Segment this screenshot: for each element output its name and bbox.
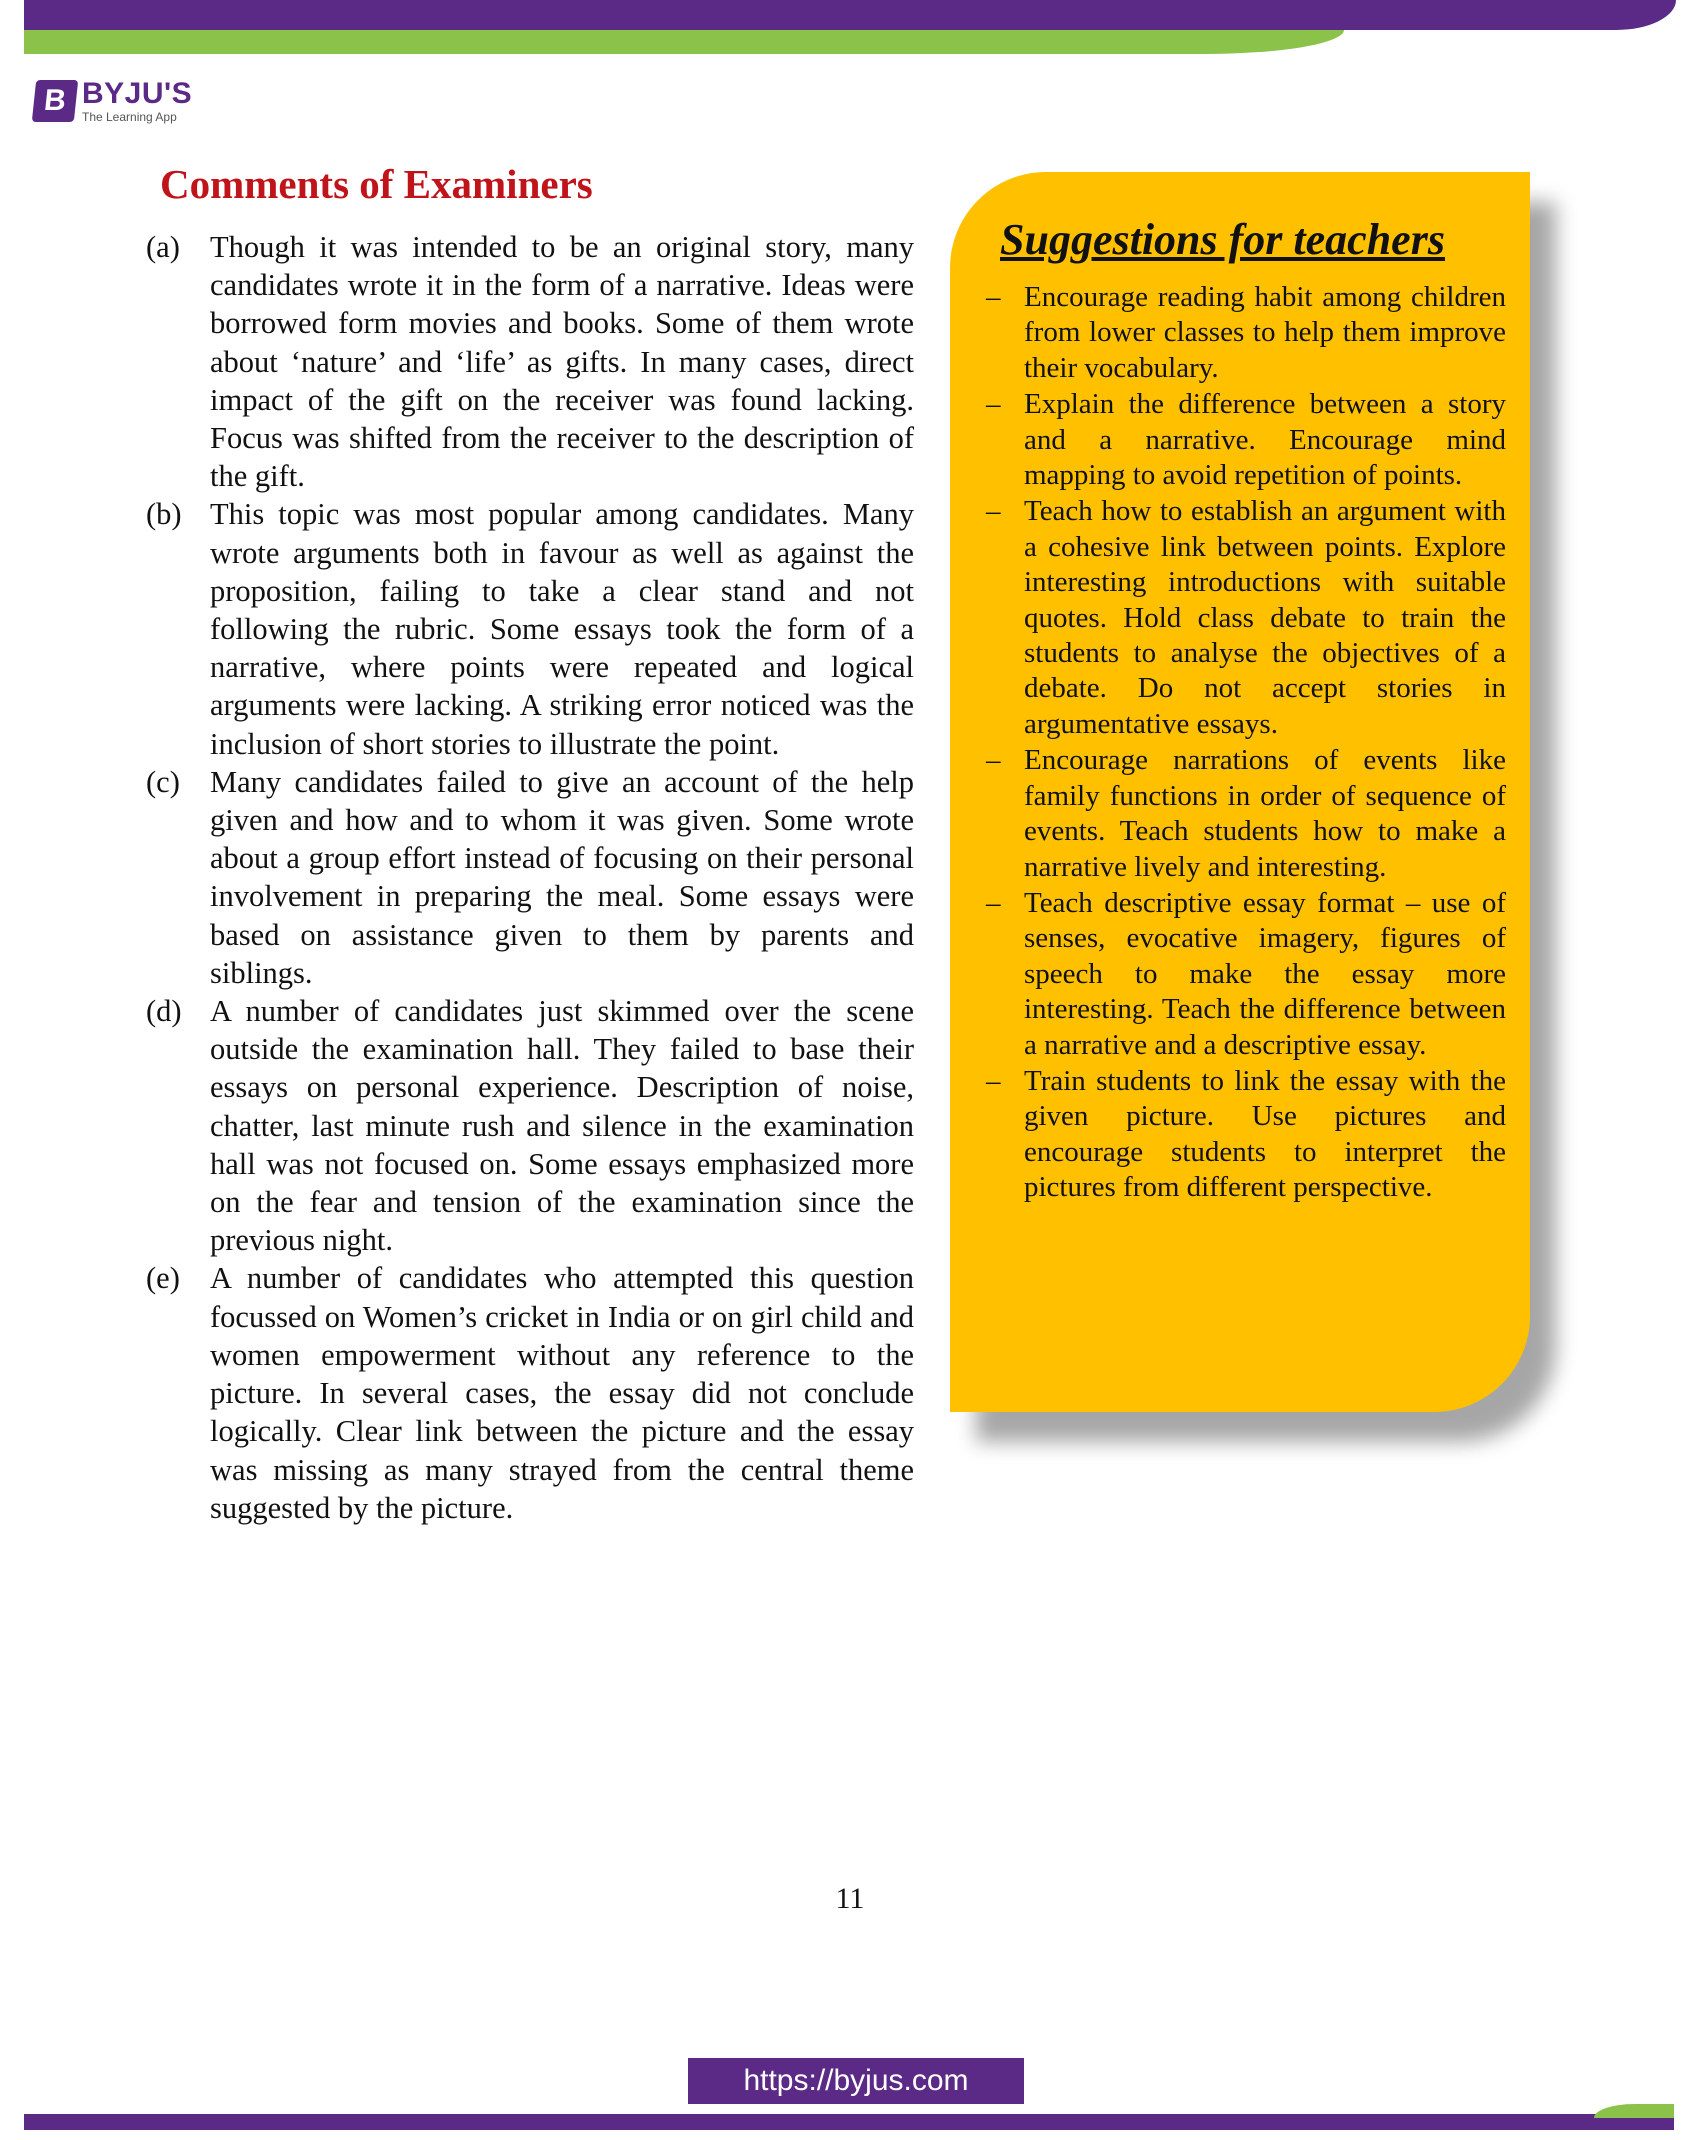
- comment-letter: (b): [146, 497, 182, 532]
- section-title: Comments of Examiners: [160, 161, 593, 207]
- dash-bullet: –: [986, 388, 1001, 421]
- comments-list: [146, 228, 914, 1527]
- suggestions-title: Suggestions for teachers: [1000, 215, 1445, 264]
- comment-text: This topic was most popular among candidates. Many wrote arguments both in favour as well as against the proposition, failing to take a clear stand and not following the rubric. Some essays took the form of a narrative, where points were repeated and logical arguments were lacking. A striking error noticed was the inclusion of short stories to illustrate the point.: [210, 497, 914, 761]
- logo-name: BYJU'S: [82, 77, 193, 110]
- comment-letter: (d): [146, 994, 182, 1029]
- suggestion-item: [986, 743, 1506, 885]
- dash-bullet: –: [986, 281, 1001, 313]
- suggestion-item: [986, 886, 1506, 1063]
- comment-letter: (a): [146, 230, 180, 264]
- comment-text: Many candidates failed to give an account of the help given and how and to whom it was given. Some wrote about a group effort instead of focusing on their personal involvement in preparing the meal. Some essays were based on assistance given to them by parents and siblings.: [210, 764, 914, 990]
- comment-text: A number of candidates just skimmed over the scene outside the examination hall. They failed to base their essays on personal experience. Description of noise, chatter, last minute rush and silence in the examination hall was not focused on. Some essays emphasized more on the fear and tension of the examination since the previous night.: [210, 994, 914, 1258]
- dash-bullet: –: [986, 495, 1001, 528]
- byjus-logo-icon: B: [32, 80, 78, 122]
- comment-item: [146, 992, 914, 1259]
- dash-bullet: –: [986, 1064, 1001, 1097]
- suggestion-item: [986, 494, 1506, 742]
- suggestion-text: Encourage narrations of events like family functions in order of sequence of events. Teach students how to make a narrative lively and interesting.: [1024, 744, 1506, 883]
- logo-tagline: The Learning App: [82, 110, 177, 124]
- comment-item: [146, 1259, 914, 1526]
- top-banner-green: [24, 30, 1344, 54]
- suggestion-item: [986, 387, 1506, 493]
- suggestion-text: Teach how to establish an argument with a cohesive link between points. Explore interesting introductions with suitable quotes. Hold class debate to train the students to analyse the objectives of a debate. Do not accept stories in argumentative essays.: [1024, 495, 1506, 740]
- comment-letter: (e): [146, 1261, 180, 1296]
- top-banner-purple: [24, 0, 1676, 30]
- comment-item: [146, 228, 914, 495]
- dash-bullet: –: [986, 744, 1001, 777]
- bottom-banner-purple: [24, 2114, 1674, 2130]
- footer-url-link[interactable]: https://byjus.com: [688, 2058, 1024, 2104]
- suggestion-text: Explain the difference between a story and a narrative. Encourage mind mapping to avoid repetition of points.: [1024, 388, 1506, 492]
- suggestion-text: Encourage reading habit among children from lower classes to help them improve their vocabulary.: [1024, 281, 1506, 384]
- suggestions-box: [950, 172, 1530, 1412]
- suggestion-text: Train students to link the essay with the given picture. Use pictures and encourage students to interpret the pictures from different perspective.: [1024, 1064, 1506, 1204]
- page-number: 11: [835, 1882, 865, 1915]
- comment-text: A number of candidates who attempted this question focussed on Women’s cricket in India or on girl child and women empowerment without any reference to the picture. In several cases, the essay did not conclude logically. Clear link between the picture and the essay was missing as many strayed from the central theme suggested by the picture.: [210, 1261, 914, 1525]
- suggestion-item: [986, 1064, 1506, 1206]
- comment-item: [146, 763, 914, 992]
- byjus-logo[interactable]: [34, 78, 192, 124]
- bottom-banner-green: [1594, 2104, 1674, 2118]
- suggestion-text: Teach descriptive essay format – use of senses, evocative imagery, figures of speech to make the essay more interesting. Teach the difference between a narrative and a descriptive essay.: [1024, 886, 1506, 1061]
- comment-letter: (c): [146, 764, 180, 799]
- suggestion-item: [986, 280, 1506, 386]
- comment-text: Though it was intended to be an original story, many candidates wrote it in the form of a narrative. Ideas were borrowed form movies and books. Some of them wrote about ‘nature’ and ‘life’ as gifts. In many cases, direct impact of the gift on the receiver was found lacking. Focus was shifted from the receiver to the description of the gift.: [210, 230, 914, 494]
- dash-bullet: –: [986, 886, 1001, 919]
- suggestions-list: [986, 280, 1506, 1207]
- comment-item: [146, 495, 914, 762]
